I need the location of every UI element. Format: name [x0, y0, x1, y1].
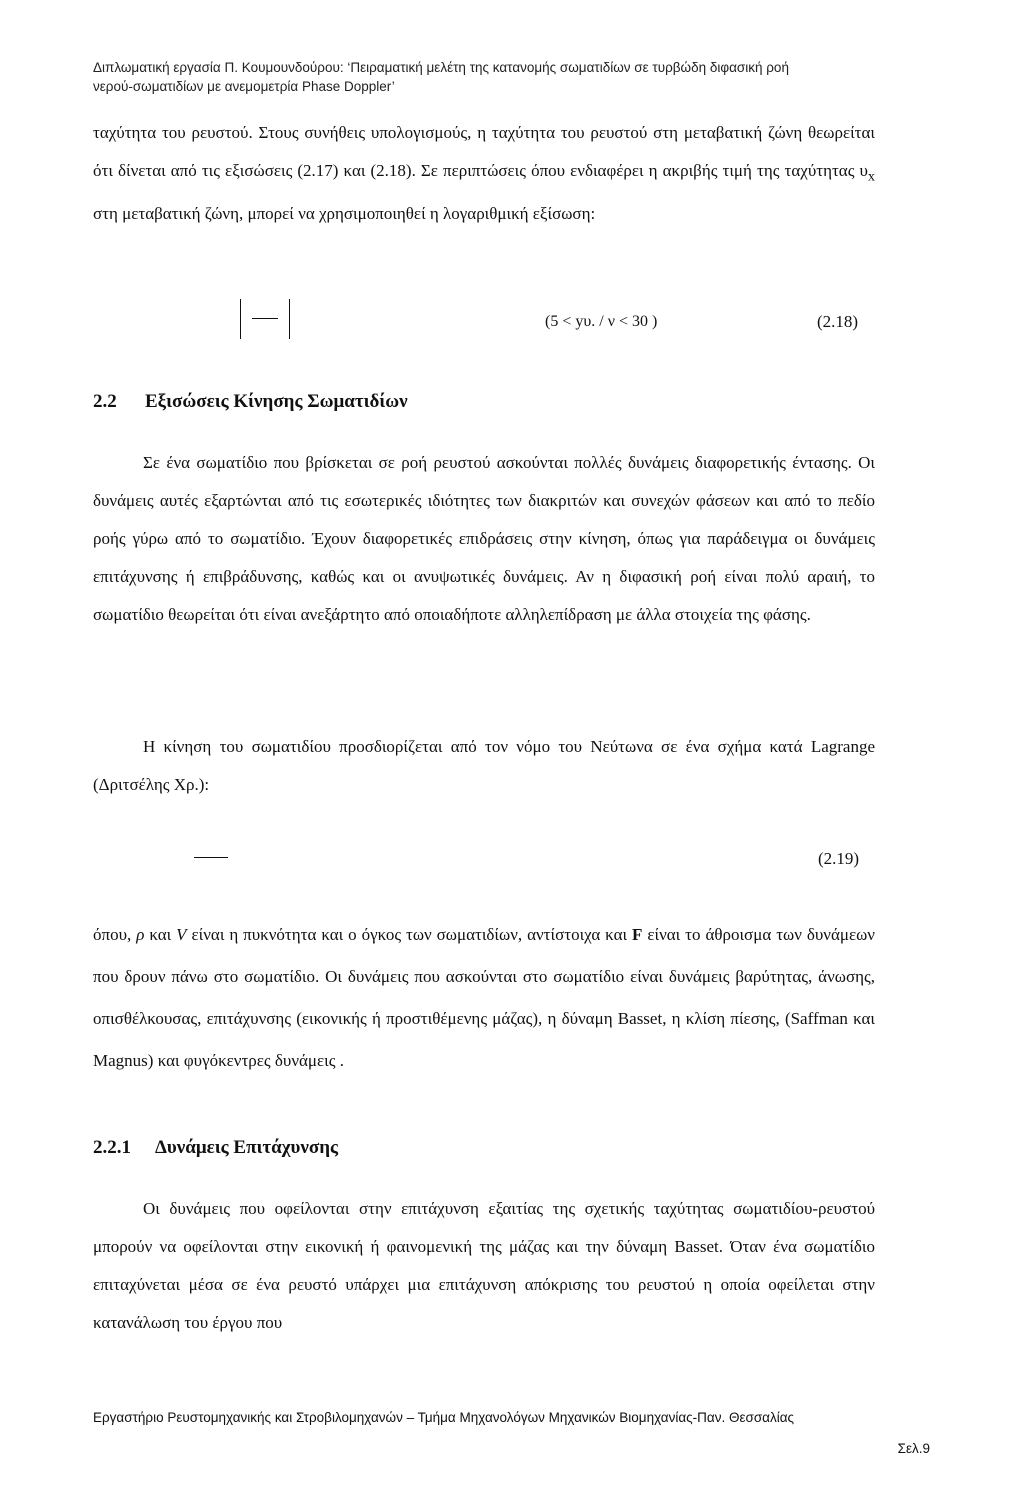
paragraph-particle-forces: Σε ένα σωματίδιο που βρίσκεται σε ροή ρευστού ασκούνται πολλές δυνάμεις διαφορετικής έντασης. Οι δυνάμεις αυτές εξαρτώνται από τις εσωτερικές ιδιότητες των διακριτών και συνεχών φάσεων και από το πεδίο ροής γύρω από το σωματίδιο. Έχουν διαφορετικές επιδράσεις στην κίνηση, όπως για παράδειγμα οι δυνάμεις επιτάχυνσης ή επιβράδυνσης, καθώς και οι ανυψωτικές δυνάμεις. Αν η διφασική ροή είναι πολύ αραιή, το σωματίδιο θεωρείται ότι είναι ανεξάρτητο από οποιαδήποτε αλληλεπίδραση με άλλα στοιχεία της φάσης.: [93, 453, 875, 624]
running-header: [93, 58, 973, 96]
equation-condition: (5 < yυ. / ν < 30 ): [545, 313, 658, 330]
paragraph-force-list: όπου, ρ και V είναι η πυκνότητα και ο όγκος των σωματιδίων, αντίστοιχα και F είναι το άθροισμα των δυνάμεων που δρουν πάνω στο σωματίδιο. Οι δυνάμεις που ασκούνται στο σωματίδιο είναι δυνάμεις βαρύτητας, άνωσης, οπισθέλκουσας, επιτάχυνσης (εικονικής ή προστιθέμενης μάζας), η δύναμη Basset, η κλίση πίεσης, (Saffman και Magnus) και φυγόκεντρες δυνάμεις .: [93, 925, 875, 1070]
page-number: Σελ.9: [897, 1441, 930, 1456]
paragraph-newton-law: Η κίνηση του σωματιδίου προσδιορίζεται από τον νόμο του Νεύτωνα σε ένα σχήμα κατά Lagrange (Δριτσέλης Χρ.):: [93, 737, 875, 794]
equation-bracket-right: [289, 299, 290, 339]
section-heading-2-2-1: [93, 1136, 338, 1160]
symbol-rho: ρ: [136, 925, 145, 944]
equation-fraction-bar: [252, 318, 278, 319]
section-heading-2-2: [93, 390, 408, 414]
section-number: 2.2.1: [93, 1137, 131, 1158]
section-title: Εξισώσεις Κίνησης Σωματιδίων: [145, 391, 408, 412]
symbol-F: F: [632, 925, 643, 944]
header-line-1: Διπλωματική εργασία Π. Κουμουνδούρου: ‘Πειραματική μελέτη της κατανομής σωματιδίων σε τυρβώδη διφασική ροή: [93, 60, 789, 75]
symbol-V: V: [176, 925, 187, 944]
page-footer: Εργαστήριο Ρευστομηχανικής και Στροβιλομηχανών – Τμήμα Μηχανολόγων Μηχανικών Βιομηχανίας-Παν. Θεσσαλίας: [93, 1410, 795, 1425]
header-line-2: νερού-σωματιδίων με ανεμομετρία Phase Doppler’: [93, 79, 395, 94]
paragraph-acceleration-forces: Οι δυνάμεις που οφείλονται στην επιτάχυνση εξαιτίας της σχετικής ταχύτητας σωματιδίου-ρευστού μπορούν να οφείλονται στην εικονική ή φαινομενική της μάζας και την δύναμη Basset. Όταν ένα σωματίδιο επιταχύνεται μέσα σε ένα ρευστό υπάρχει μια επιτάχυνση απόκρισης του ρευστού η οποία οφείλεται στην κατανάλωση του έργου που: [93, 1199, 875, 1332]
equation-number-2-18: (2.18): [817, 312, 859, 331]
equation-bracket-left: [240, 299, 241, 339]
section-number: 2.2: [93, 391, 117, 412]
equation-number-2-19: (2.19): [818, 849, 860, 868]
equation-fraction-bar: [194, 857, 228, 858]
paragraph-transition-zone: ταχύτητα του ρευστού. Στους συνήθεις υπολογισμούς, η ταχύτητα του ρευστού στη μεταβατική ζώνη θεωρείται ότι δίνεται από τις εξισώσεις (2.17) και (2.18). Σε περιπτώσεις όπου ενδιαφέρει η ακριβής τιμή της ταχύτητας $\upsilon_x$ στη μεταβατική ζώνη, μπορεί να χρησιμοποιηθεί η λογαριθμική εξίσωση:: [93, 123, 875, 224]
section-title: Δυνάμεις Επιτάχυνσης: [155, 1137, 339, 1158]
